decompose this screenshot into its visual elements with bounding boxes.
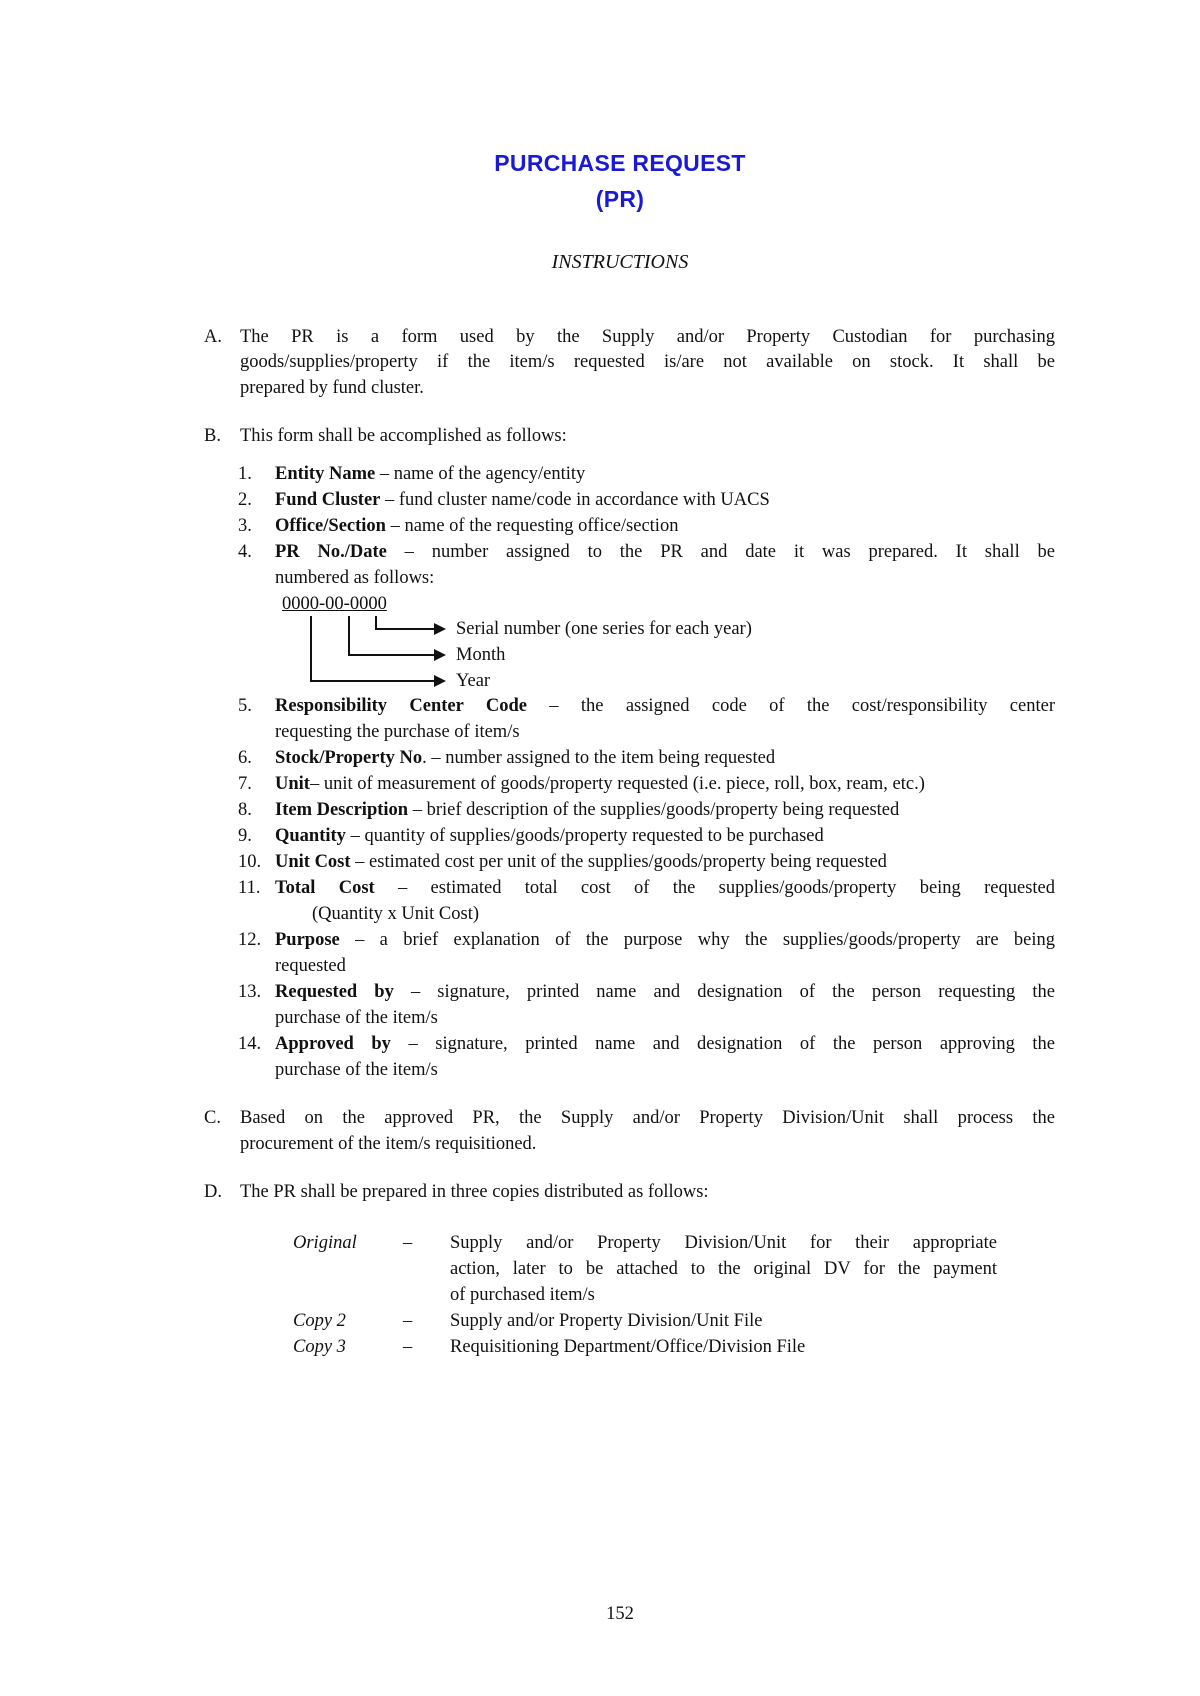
item-desc: – fund cluster name/code in accordance with UACS <box>380 490 770 510</box>
item-desc: – name of the requesting office/section <box>385 516 679 536</box>
arrowhead-icon <box>434 623 446 635</box>
item-desc: – the assigned code of the cost/responsibility center <box>526 696 1055 716</box>
item-desc-cont: requesting the purchase of item/s <box>275 722 520 742</box>
copy-desc-line: action, later to be attached to the original DV for the payment <box>450 1259 997 1279</box>
item-term: Office/Section <box>275 516 386 536</box>
list-item <box>275 745 775 771</box>
item-term: Unit Cost <box>275 852 351 872</box>
item-desc: – brief description of the supplies/goods/property being requested <box>408 800 900 820</box>
item-number: 10. <box>238 852 262 872</box>
copy-dash: – <box>403 1337 413 1357</box>
item-desc: – estimated cost per unit of the supplies/goods/property being requested <box>350 852 887 872</box>
list-item <box>275 849 887 875</box>
arrowhead-icon <box>434 649 446 661</box>
copy-desc-line: Supply and/or Property Division/Unit File <box>450 1311 763 1331</box>
item-desc: – a brief explanation of the purpose why the supplies/goods/property are being <box>339 930 1055 950</box>
item-desc: – quantity of supplies/goods/property requested to be purchased <box>345 826 824 846</box>
arrowhead-icon <box>434 675 446 687</box>
item-term: Approved by <box>275 1034 391 1054</box>
pr-number-format: 0000-00-0000 <box>282 594 387 614</box>
item-desc-cont: numbered as follows: <box>275 568 435 588</box>
section-b-intro: This form shall be accomplished as follows: <box>240 426 567 446</box>
item-number: 2. <box>238 490 252 510</box>
item-number: 5. <box>238 696 252 716</box>
item-desc: – number assigned to the PR and date it was prepared. It shall be <box>386 542 1055 562</box>
section-a-line-1: The PR is a form used by the Supply and/or Property Custodian for purchasing <box>240 327 1055 347</box>
section-a-line-2: goods/supplies/property if the item/s requested is/are not available on stock. It shall be <box>240 352 1055 372</box>
item-desc: . – number assigned to the item being requested <box>422 748 776 768</box>
section-c-line-2: procurement of the item/s requisitioned. <box>240 1134 537 1154</box>
copy-name: Original <box>293 1233 357 1253</box>
item-number: 11. <box>238 878 261 898</box>
item-number: 12. <box>238 930 262 950</box>
section-c-letter: C. <box>204 1108 221 1128</box>
list-item <box>275 797 899 823</box>
item-number: 3. <box>238 516 252 536</box>
list-item <box>275 1031 1055 1057</box>
item-term: Total Cost <box>275 878 375 898</box>
item-term: Requested by <box>275 982 394 1002</box>
list-item <box>275 771 925 797</box>
item-desc: – estimated total cost of the supplies/goods/property being requested <box>374 878 1055 898</box>
item-desc: – signature, printed name and designation of the person approving the <box>390 1034 1055 1054</box>
item-desc-cont: purchase of the item/s <box>275 1008 438 1028</box>
section-b-letter: B. <box>204 426 221 446</box>
item-number: 6. <box>238 748 252 768</box>
document-title-abbrev: (PR) <box>595 186 645 212</box>
year-label: Year <box>456 671 491 691</box>
item-term: Item Description <box>275 800 409 820</box>
month-label: Month <box>456 645 506 665</box>
section-d-intro: The PR shall be prepared in three copies distributed as follows: <box>240 1182 709 1202</box>
item-number: 8. <box>238 800 252 820</box>
item-desc: – name of the agency/entity <box>375 464 586 484</box>
list-item <box>275 979 1055 1005</box>
item-desc-cont: purchase of the item/s <box>275 1060 438 1080</box>
item-number: 13. <box>238 982 262 1002</box>
item-number: 9. <box>238 826 252 846</box>
item-term: Fund Cluster <box>275 490 381 510</box>
list-item <box>275 927 1055 953</box>
serial-arrow-line <box>376 616 436 629</box>
serial-label: Serial number (one series for each year) <box>456 619 752 639</box>
item-number: 1. <box>238 464 252 484</box>
copy-desc-line: of purchased item/s <box>450 1285 595 1305</box>
copy-name: Copy 3 <box>293 1337 346 1357</box>
month-arrow-line <box>349 616 436 655</box>
copy-dash: – <box>403 1311 413 1331</box>
item-term: Quantity <box>275 826 346 846</box>
section-c-line-1: Based on the approved PR, the Supply and/or Property Division/Unit shall process the <box>240 1108 1055 1128</box>
item-term: Purpose <box>275 930 340 950</box>
item-term: Responsibility Center Code <box>275 696 527 716</box>
document-title: PURCHASE REQUEST <box>494 150 746 176</box>
item-desc-cont: (Quantity x Unit Cost) <box>312 904 480 924</box>
copy-dash: – <box>403 1233 413 1253</box>
item-term: Unit <box>275 774 310 794</box>
section-a-letter: A. <box>204 327 222 347</box>
page-number: 152 <box>606 1604 634 1624</box>
copy-desc-line: Requisitioning Department/Office/Division File <box>450 1337 806 1357</box>
section-d-letter: D. <box>204 1182 222 1202</box>
item-number: 7. <box>238 774 252 794</box>
section-a-line-3: prepared by fund cluster. <box>240 378 424 398</box>
item-desc-cont: requested <box>275 956 346 976</box>
item-desc: – unit of measurement of goods/property requested (i.e. piece, roll, box, ream, etc.) <box>309 774 925 794</box>
item-desc: – signature, printed name and designation of the person requesting the <box>393 982 1055 1002</box>
list-item <box>275 875 1055 901</box>
item-term: PR No./Date <box>275 542 387 562</box>
item-term: Entity Name <box>275 464 376 484</box>
list-item <box>275 693 1055 719</box>
copy-name: Copy 2 <box>293 1311 346 1331</box>
instructions-heading: INSTRUCTIONS <box>551 251 689 273</box>
item-term: Stock/Property No <box>275 748 423 768</box>
item-number: 14. <box>238 1034 262 1054</box>
copy-desc-line: Supply and/or Property Division/Unit for their appropriate <box>450 1233 997 1253</box>
year-arrow-line <box>311 616 436 681</box>
item-number: 4. <box>238 542 252 562</box>
list-item <box>275 823 824 849</box>
